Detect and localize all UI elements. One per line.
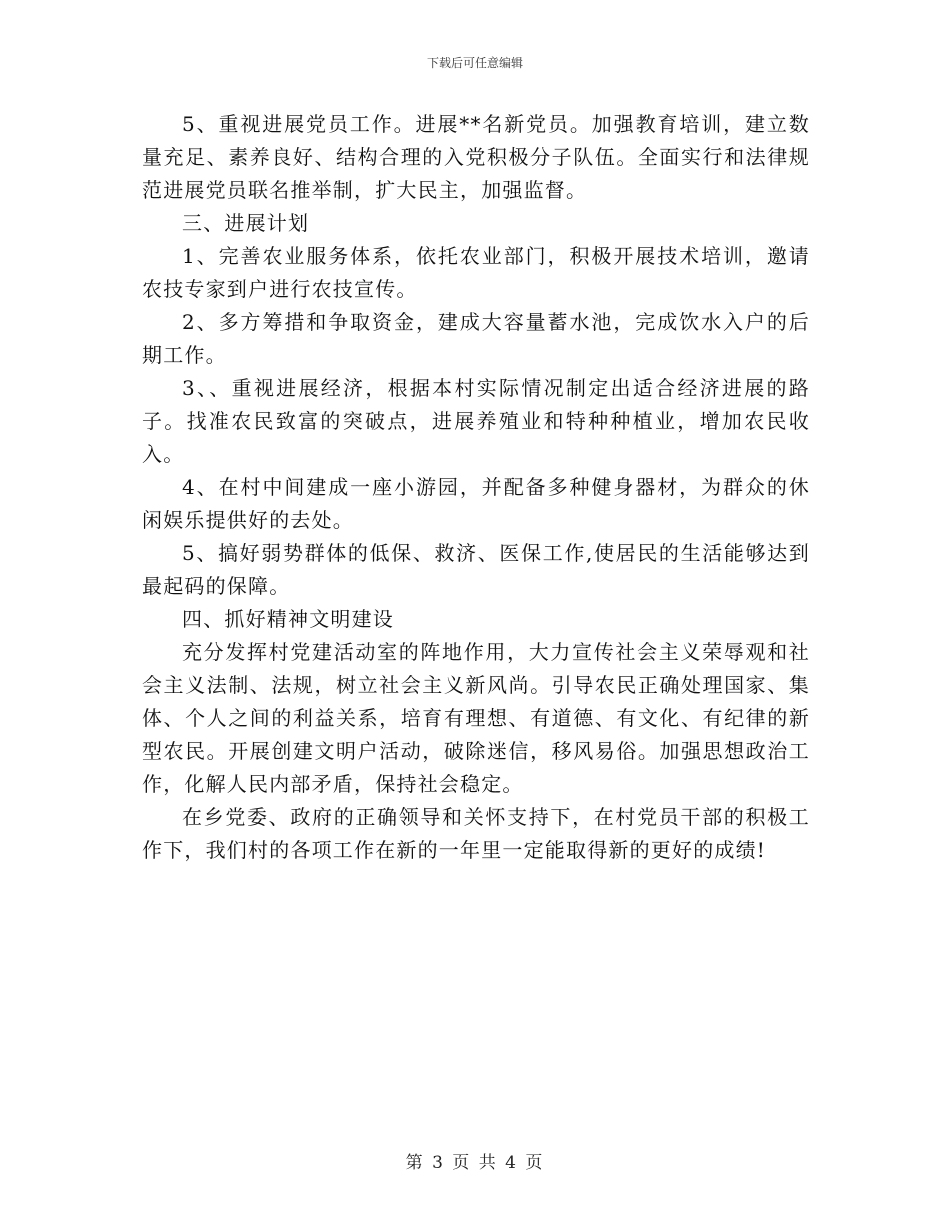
paragraph-water-reservoir: 2、多方筹措和争取资金，建成大容量蓄水池，完成饮水入户的后期工作。 [142,310,810,367]
paragraph-small-park: 4、在村中间建成一座小游园，并配备多种健身器材，为群众的休闲娱乐提供好的去处。 [142,475,810,532]
section-heading-development-plan: 三、进展计划 [182,211,310,235]
paragraph-economic-development: 3、、重视进展经济，根据本村实际情况制定出适合经济进展的路子。找准农民致富的突破点，进展养殖业和特种种植业，增加农民收入。 [142,376,810,466]
section-heading-spiritual-civilization: 四、抓好精神文明建设 [182,607,394,631]
page-header-note: 下载后可任意编辑 [426,56,523,70]
document-body [142,108,810,867]
paragraph-party-member-development: 5、重视进展党员工作。进展**名新党员。加强教育培训，建立数量充足、素养良好、结构合理的入党积极分子队伍。全面实行和法律规范进展党员联名推举制，扩大民主，加强监督。 [142,112,810,202]
paragraph-vulnerable-groups: 5、搞好弱势群体的低保、救济、医保工作,使居民的生活能够达到最起码的保障。 [142,541,810,598]
paragraph-activity-room: 充分发挥村党建活动室的阵地作用，大力宣传社会主义荣辱观和社会主义法制、法规，树立社会主义新风尚。引导农民正确处理国家、集体、个人之间的利益关系，培育有理想、有道德、有文化、有纪律的新型农民。开展创建文明户活动，破除迷信，移风易俗。加强思想政治工作，化解人民内部矛盾，保持社会稳定。 [142,640,810,796]
page-number-footer: 第 3 页 共 4 页 [405,1153,545,1173]
paragraph-agricultural-services: 1、完善农业服务体系，依托农业部门，积极开展技术培训，邀请农技专家到户进行农技宣传。 [142,244,810,301]
paragraph-conclusion: 在乡党委、政府的正确领导和关怀支持下，在村党员干部的积极工作下，我们村的各项工作在新的一年里一定能取得新的更好的成绩! [142,805,810,862]
